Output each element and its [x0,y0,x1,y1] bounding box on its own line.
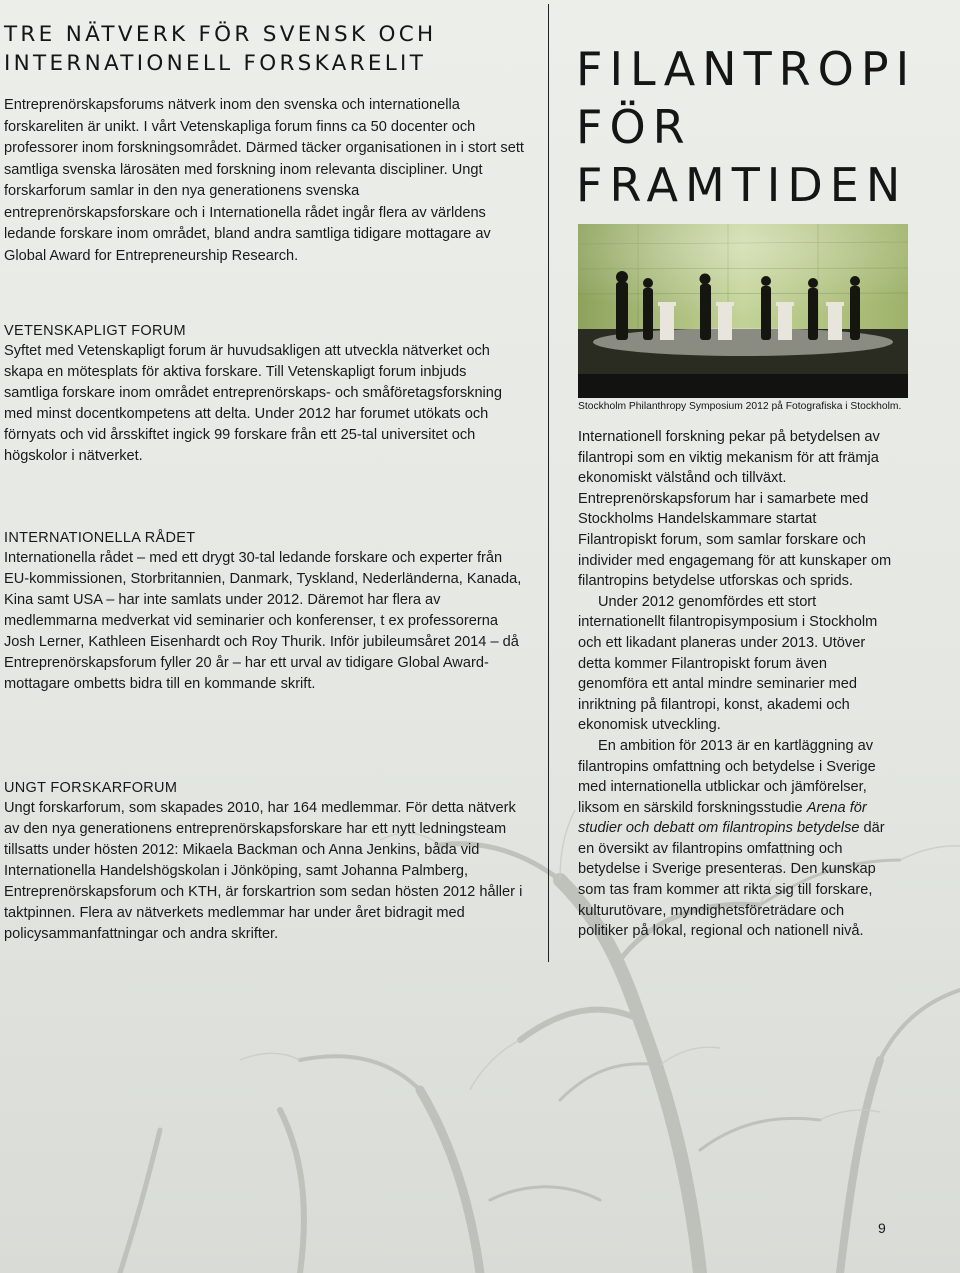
section-title: VETENSKAPLIGT FORUM [4,323,186,339]
section-title: INTERNATIONELLA RÅDET [4,530,196,546]
symposium-photo [578,224,908,398]
headline-philanthropy-line-2: FÖR [576,100,692,154]
headline-philanthropy-line-1: FILANTROPI [576,42,917,96]
philanthropy-paragraph-1: Internationell forskning pekar på betydelsen av filantropi som en viktig mekanism för att främja ekonomiskt välstånd och tillväxt. Entreprenörskapsforum har i samarbete med Stockholms Handelskammare startat Filantropiskt forum, som samlar forskare och individer med engagemang för att kunskaper om filantropins betydelse utforskas och sprids. [578,429,892,590]
paragraph-text: En ambition för 2013 är en kartläggning av filantropins omfattning och betydelse i Sverige med internationella utblickar och jämförelser, liksom en särskild forskningsstudie [578,737,876,816]
study-title: Arena för studier och debatt om filantropins betydelse [578,799,867,837]
section-body: Syftet med Vetenskapligt forum är huvudsakligen att utveckla nätverket och skapa en mötesplats för aktiva forskare. Till Vetenskapligt forum inbjuds samtliga forskare inom området entreprenörskaps- och småföretagsforskning med minst docentkompetens att delta. Under 2012 har forumet utökats och förnyats och vid årsskiftet ingick 99 forskare från ett 25-tal universitet och högskolor i nätverket. [4,343,503,464]
philanthropy-text [578,427,896,942]
headline-philanthropy [576,40,946,214]
philanthropy-paragraph-2: Under 2012 genomfördes ett stort internationellt filantropisymposium i Stockholm och ett likadant planeras under 2013. Utöver detta kommer Filantropiskt forum även genomföra ett antal mindre seminarier med inriktning på filantropi, konst, akademi och ekonomisk utveckling. [578,593,878,734]
column-divider [548,4,549,962]
paragraph-text: där en översikt av filantropins omfattning och betydelse i Sverige presenteras. Den kunskap som tas fram kommer att rikta sig till forskare, kulturutövare, myndighetsföreträdare och politiker på lokal, regional och nationell nivå. [578,820,885,940]
section-body: Internationella rådet – med ett drygt 30-tal ledande forskare och experter från EU-kommissionen, Storbritannien, Danmark, Tyskland, Nederländerna, Kanada, Kina samt USA – har inte samlats under 2012. Däremot har flera av medlemmarna medverkat vid seminarier och konferenser, t ex professorerna Josh Lerner, Kathleen Eisenhardt och Roy Thurik. Inför jubileumsåret 2014 – då Entreprenörskapsforum fyller 20 år – har ett urval av tidigare Global Award-mottagare ombetts bidra till en kommande skrift. [4,550,522,692]
headline-networks: TRE NÄTVERK FÖR SVENSK OCH INTERNATIONELL FORSKARELIT [4,22,437,76]
photo-caption: Stockholm Philanthropy Symposium 2012 på Fotografiska i Stockholm. [578,401,902,412]
section-body: Ungt forskarforum, som skapades 2010, har 164 medlemmar. För detta nätverk av den nya generationens entreprenörskapsforskare har ett nytt ledningsteam tillsatts under hösten 2012: Mikaela Backman och Anna Jenkins, båda vid Internationella Handelshögskolan i Jönköping, samt Johanna Palmberg, Entreprenörskapsforum och KTH, är forskartrion som sedan hösten 2012 håller i taktpinnen. Flera av nätverkets medlemmar har under året bidragit med policysammanfattningar och andra skrifter. [4,800,523,942]
section-title: UNGT FORSKARFORUM [4,780,178,796]
philanthropy-paragraph-3 [578,736,896,942]
section-vetenskapligt-forum [4,323,524,467]
section-ungt-forskarforum [4,780,524,945]
headline-philanthropy-line-3: FRAMTIDEN [576,158,908,212]
section-internationella-radet [4,530,524,695]
page-number: 9 [878,1220,886,1236]
intro-paragraph: Entreprenörskapsforums nätverk inom den svenska och internationella forskareliten är unikt. I vårt Vetenskapliga forum finns ca 50 docenter och professorer inom forskningsområdet. Därmed täcker organisationen in i stort sett samtliga svenska lärosäten med forskning inom relevanta discipliner. Ungt forskarforum samlar in den nya generationens svenska entreprenörskapsforskare och i Internationella rådet ingår flera av världens ledande forskare inom området, bland andra samtliga tidigare mottagare av Global Award for Entrepreneurship Research. [4,97,524,264]
